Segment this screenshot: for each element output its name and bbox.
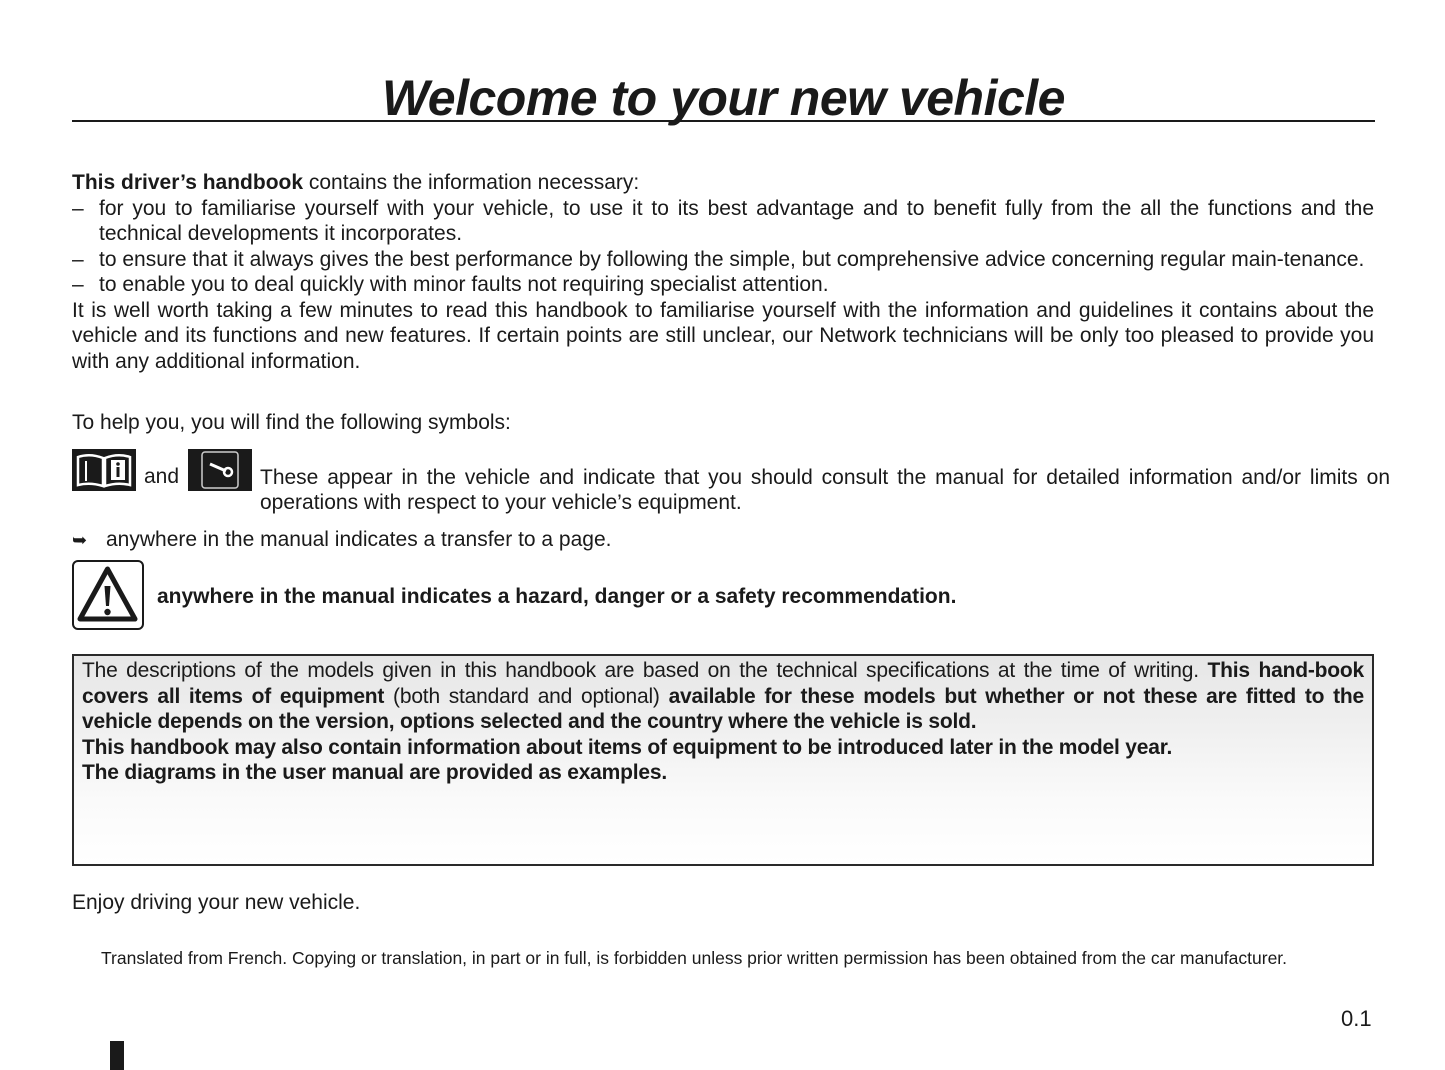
- note-text: (both standard and optional): [384, 684, 669, 708]
- note-bold: This hand-book covers all items of equipment: [82, 659, 1364, 708]
- page-number: 0.1: [1341, 1006, 1372, 1031]
- intro-bullet: [72, 272, 1374, 298]
- note-para-1: [82, 658, 1364, 735]
- equipment-note-box: [72, 654, 1374, 866]
- bullet-text: to ensure that it always gives the best performance by following the simple, but comprehensive advice concerning regular main-tenance.: [99, 247, 1365, 271]
- note-para-3: The diagrams in the user manual are provided as examples.: [82, 761, 667, 784]
- intro-bullet: [72, 247, 1374, 273]
- manual-info-icon: [72, 449, 136, 491]
- warning-icon: [72, 560, 144, 630]
- page-title: Welcome to your new vehicle: [381, 70, 1065, 126]
- note-text: The descriptions of the models given in this handbook are based on the technical specifications at the time of writing.: [82, 659, 1208, 682]
- intro-lead: [72, 170, 1374, 196]
- copyright-footer: Translated from French. Copying or translation, in part or in full, is forbidden unless prior written permission has been obtained from the car manufacturer.: [101, 948, 1288, 968]
- dash: –: [72, 247, 84, 271]
- note-bold: available for these models but whether or not these are fitted to the vehicle depends on the version, options selected and the country where the vehicle is sold.: [82, 684, 1365, 733]
- page-edge-marker: [110, 1041, 124, 1070]
- transfer-note: [72, 527, 611, 554]
- intro-lead-rest: contains the information necessary:: [303, 171, 640, 194]
- note-para-2: This handbook may also contain information about items of equipment to be introduced later in the model year.: [82, 735, 1173, 759]
- dash: –: [72, 196, 84, 220]
- intro-lead-bold: This driver’s handbook: [72, 171, 304, 194]
- intro-bullet: [72, 196, 1374, 247]
- bullet-text: to enable you to deal quickly with minor faults not requiring specialist attention.: [99, 273, 829, 296]
- bullet-text: for you to familiarise yourself with your vehicle, to use it to its best advantage and to benefit fully from the all the functions and the technical developments it incorporates.: [99, 196, 1374, 245]
- symbols-row: [72, 449, 1392, 519]
- closing-text: Enjoy driving your new vehicle.: [72, 891, 361, 914]
- intro-paragraph: It is well worth taking a few minutes to read this handbook to familiarise yourself with the information and guidelines it contains about the vehicle and its functions and new features. If certain points are still unclear, our Network technicians will be only too pleased to provide you with any additional information.: [72, 298, 1374, 373]
- warning-text: anywhere in the manual indicates a hazard, danger or a safety recommendation.: [157, 585, 957, 608]
- page-title-rule: [72, 66, 1375, 126]
- spanner-icon: [188, 449, 252, 491]
- dash: –: [72, 273, 84, 296]
- arrow-right-icon: ➥: [72, 530, 88, 550]
- symbols-description: These appear in the vehicle and indicate that you should consult the manual for detailed information and/or limits on operations with respect to your vehicle’s equipment.: [260, 466, 1390, 514]
- intro-section: [72, 170, 1374, 374]
- symbols-intro: To help you, you will find the following symbols:: [72, 411, 511, 434]
- transfer-text: anywhere in the manual indicates a transfer to a page.: [106, 528, 612, 551]
- and-label: and: [144, 465, 180, 488]
